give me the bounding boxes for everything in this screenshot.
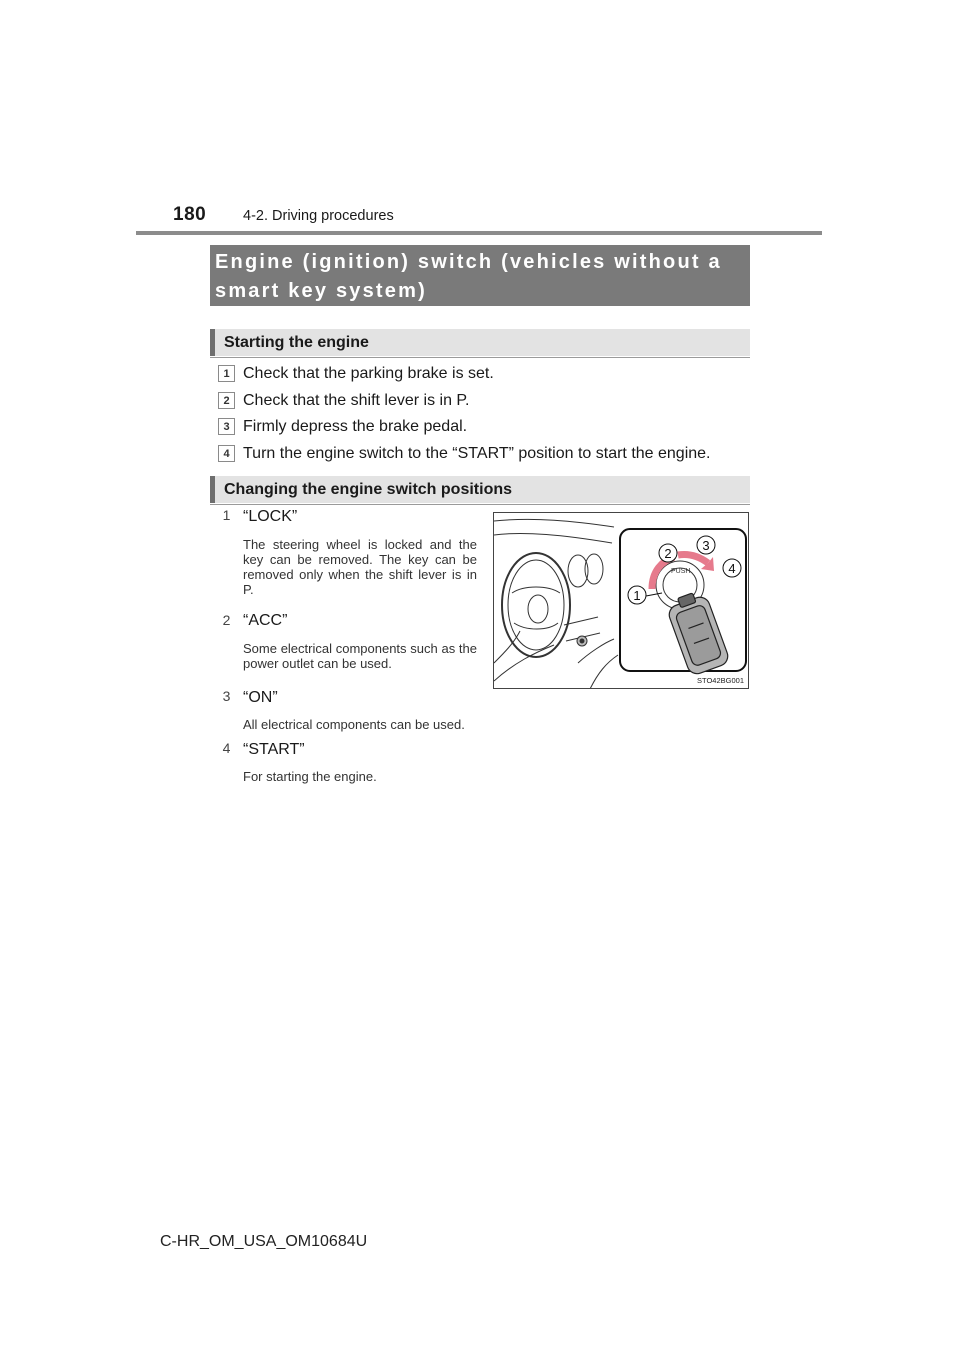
position-desc-acc: Some electrical components such as the power outlet can be used. — [243, 641, 477, 671]
callout-2: 2 — [664, 546, 672, 561]
page-title — [210, 245, 750, 306]
document-id: C-HR_OM_USA_OM10684U — [160, 1233, 368, 1250]
position-label-lock: “LOCK” — [243, 508, 298, 525]
key-push-text: PUSH — [671, 568, 691, 575]
section-label: 4-2. Driving procedures — [243, 208, 394, 224]
step-badge-2: 2 — [218, 392, 235, 409]
callout-1: 1 — [633, 588, 641, 603]
position-label-on: “ON” — [243, 689, 278, 706]
step-text-4: Turn the engine switch to the “START” position to start the engine. — [243, 445, 711, 462]
step-badge-1: 1 — [218, 365, 235, 382]
position-desc-on: All electrical components can be used. — [243, 717, 465, 732]
page-number: 180 — [173, 204, 207, 225]
page-title-line-1: Engine (ignition) switch (vehicles without a — [215, 251, 722, 273]
position-desc-start: For starting the engine. — [243, 769, 377, 784]
callout-4: 4 — [728, 561, 736, 576]
position-num-4: 4 — [222, 740, 231, 756]
position-desc-lock: The steering wheel is locked and the key can be removed. The key can be removed only when the shift lever is in P. — [243, 537, 477, 597]
position-num-1: 1 — [222, 507, 231, 523]
dashboard-line-drawing — [494, 513, 749, 689]
callout-3: 3 — [702, 538, 710, 553]
position-num-2: 2 — [222, 612, 231, 628]
step-text-1: Check that the parking brake is set. — [243, 365, 494, 382]
step-badge-3: 3 — [218, 418, 235, 435]
header-rule — [136, 231, 822, 235]
position-label-start: “START” — [243, 741, 305, 758]
starting-heading: Starting the engine — [210, 329, 750, 356]
step-text-3: Firmly depress the brake pedal. — [243, 418, 468, 435]
step-badge-4: 4 — [218, 445, 235, 462]
position-label-acc: “ACC” — [243, 612, 288, 629]
step-text-2: Check that the shift lever is in P. — [243, 392, 470, 409]
positions-heading: Changing the engine switch positions — [210, 476, 750, 503]
page-title-line-2: smart key system) — [215, 280, 427, 302]
figure-code: STO42BG001 — [697, 676, 744, 685]
position-num-3: 3 — [222, 688, 231, 704]
ignition-switch-illustration — [493, 512, 749, 689]
